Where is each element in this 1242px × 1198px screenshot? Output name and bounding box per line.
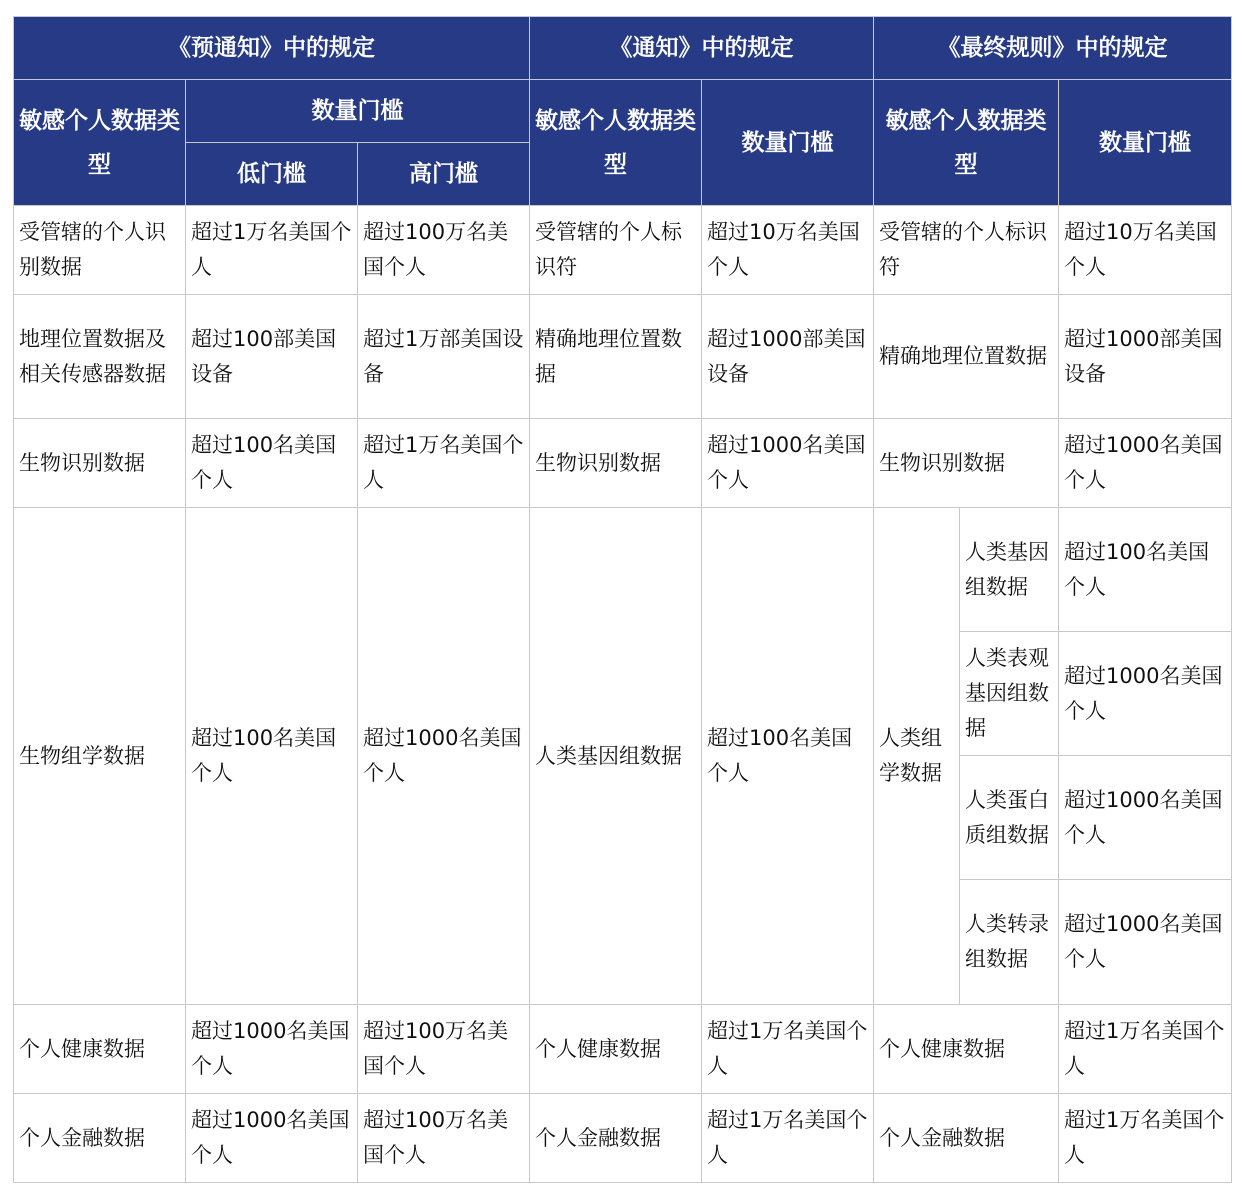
rules-comparison-table [13,16,1232,1183]
cell-high-threshold: 超过1000名美国个人 [358,508,530,1005]
cell-final-subtype: 人类转录组数据 [960,880,1059,1005]
table-row [14,1094,1232,1183]
cell-final-type: 个人健康数据 [874,1005,1059,1094]
cell-low-threshold: 超过100名美国个人 [186,419,358,508]
cell-notice-threshold: 超过1万名美国个人 [702,1094,874,1183]
cell-final-type: 精确地理位置数据 [874,295,1059,419]
cell-data-type: 地理位置数据及相关传感器数据 [14,295,186,419]
header-notice-data-type: 敏感个人数据类型 [530,80,702,206]
cell-notice-type: 个人金融数据 [530,1094,702,1183]
cell-low-threshold: 超过1000名美国个人 [186,1094,358,1183]
cell-final-threshold: 超过1000名美国个人 [1059,756,1232,880]
cell-high-threshold: 超过100万名美国个人 [358,206,530,295]
header-row-groups [14,17,1232,80]
header-final-rule: 《最终规则》中的规定 [874,17,1232,80]
header-pre-notice: 《预通知》中的规定 [14,17,530,80]
cell-notice-type: 精确地理位置数据 [530,295,702,419]
cell-notice-threshold: 超过1000名美国个人 [702,419,874,508]
cell-data-type: 受管辖的个人识别数据 [14,206,186,295]
cell-low-threshold: 超过1万名美国个人 [186,206,358,295]
cell-final-subtype: 人类表观基因组数据 [960,632,1059,756]
header-pre-high: 高门槛 [358,143,530,206]
cell-final-type: 人类组学数据 [874,508,960,1005]
cell-high-threshold: 超过1万部美国设备 [358,295,530,419]
cell-notice-threshold: 超过1000部美国设备 [702,295,874,419]
cell-notice-threshold: 超过100名美国个人 [702,508,874,1005]
cell-final-threshold: 超过1万名美国个人 [1059,1005,1232,1094]
cell-notice-type: 人类基因组数据 [530,508,702,1005]
cell-data-type: 生物识别数据 [14,419,186,508]
cell-notice-type: 受管辖的个人标识符 [530,206,702,295]
cell-high-threshold: 超过100万名美国个人 [358,1005,530,1094]
header-pre-data-type: 敏感个人数据类型 [14,80,186,206]
table-row [14,1005,1232,1094]
cell-final-threshold: 超过1000名美国个人 [1059,632,1232,756]
cell-low-threshold: 超过1000名美国个人 [186,1005,358,1094]
cell-high-threshold: 超过100万名美国个人 [358,1094,530,1183]
cell-high-threshold: 超过1万名美国个人 [358,419,530,508]
cell-data-type: 个人金融数据 [14,1094,186,1183]
header-pre-low: 低门槛 [186,143,358,206]
cell-final-type: 个人金融数据 [874,1094,1059,1183]
cell-notice-type: 个人健康数据 [530,1005,702,1094]
cell-final-type: 受管辖的个人标识符 [874,206,1059,295]
cell-final-type: 生物识别数据 [874,419,1059,508]
cell-low-threshold: 超过100名美国个人 [186,508,358,1005]
cell-final-threshold: 超过1000名美国个人 [1059,419,1232,508]
cell-final-threshold: 超过1000部美国设备 [1059,295,1232,419]
header-final-threshold: 数量门槛 [1059,80,1232,206]
cell-notice-threshold: 超过1万名美国个人 [702,1005,874,1094]
cell-final-threshold: 超过1万名美国个人 [1059,1094,1232,1183]
cell-low-threshold: 超过100部美国设备 [186,295,358,419]
table-row [14,295,1232,419]
header-final-data-type: 敏感个人数据类型 [874,80,1059,206]
cell-data-type: 生物组学数据 [14,508,186,1005]
table-row [14,206,1232,295]
cell-final-threshold: 超过100名美国个人 [1059,508,1232,632]
header-notice: 《通知》中的规定 [530,17,874,80]
cell-data-type: 个人健康数据 [14,1005,186,1094]
cell-notice-type: 生物识别数据 [530,419,702,508]
cell-final-threshold: 超过10万名美国个人 [1059,206,1232,295]
cell-final-threshold: 超过1000名美国个人 [1059,880,1232,1005]
header-row-columns [14,80,1232,143]
cell-final-subtype: 人类蛋白质组数据 [960,756,1059,880]
table-row [14,419,1232,508]
cell-notice-threshold: 超过10万名美国个人 [702,206,874,295]
header-notice-threshold: 数量门槛 [702,80,874,206]
table-row [14,508,1232,632]
header-pre-threshold: 数量门槛 [186,80,530,143]
cell-final-subtype: 人类基因组数据 [960,508,1059,632]
